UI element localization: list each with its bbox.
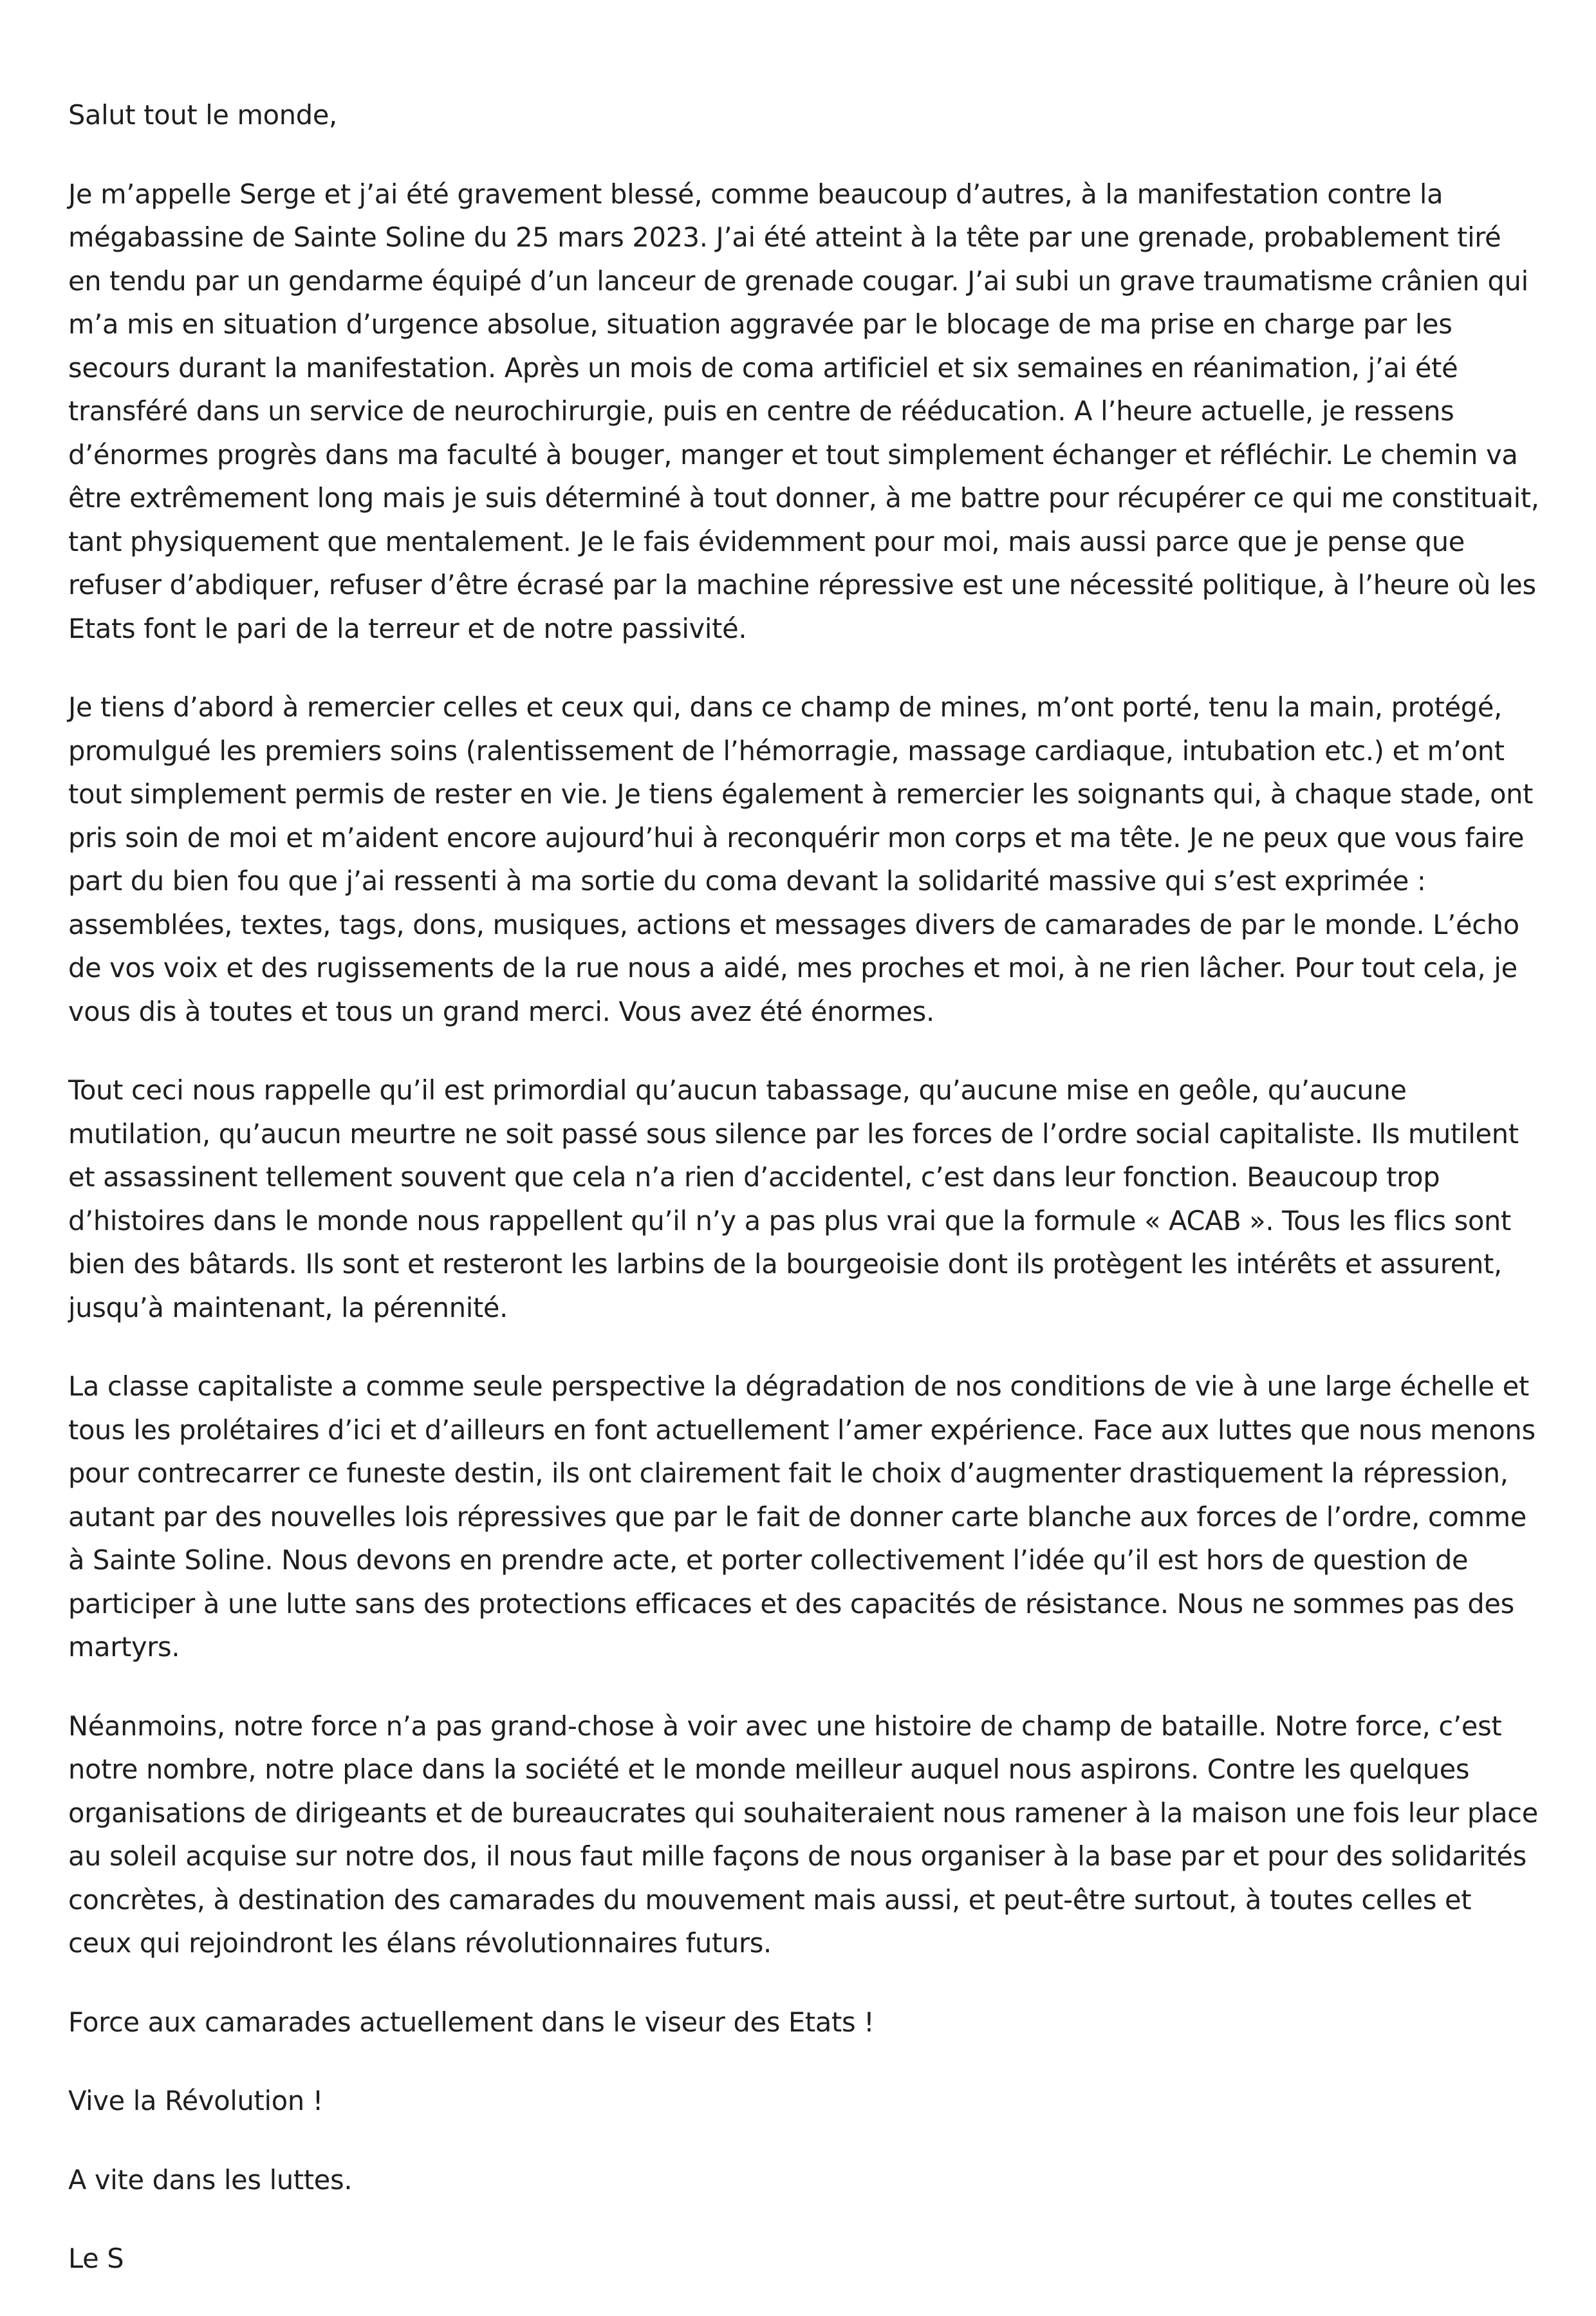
paragraph-4: La classe capitaliste a comme seule perspective la dégradation de nos conditions de vie à une large échelle et tous les prolétaires d’ici et d’ailleurs en font actuellement l’amer expérience. Face aux luttes que nous menons pour contrecarrer ce funeste destin, ils ont clairement fait le choix d’augmenter drastiquement la répression, autant par des nouvelles lois répressives que par le fait de donner carte blanche aux forces de l’ordre, comme à Sainte Soline. Nous devons en prendre acte, et porter collectivement l’idée qu’il est hors de question de participer à une lutte sans des protections efficaces et des capacités de résistance. Nous ne sommes pas des martyrs. — [68, 1370, 1536, 1663]
greeting: Salut tout le monde, — [68, 99, 337, 131]
paragraph-3: Tout ceci nous rappelle qu’il est primordial qu’aucun tabassage, qu’aucune mise en geôle, qu’aucune mutilation, qu’aucun meurtre ne soit passé sous silence par les forces de l’ordre social capitaliste. Ils mutilent et assassinent tellement souvent que cela n’a rien d’accidentel, c’est dans leur fonction. Beaucoup trop d’histoires dans le monde nous rappellent qu’il n’y a pas plus vrai que la formule « ACAB ». Tous les flics sont bien des bâtards. Ils sont et resteront les larbins de la bourgeoisie dont ils protègent les intérêts et assurent, jusqu’à maintenant, la pérennité. — [68, 1074, 1519, 1323]
closing-line-2: Vive la Révolution ! — [68, 2085, 324, 2116]
closing-line-1: Force aux camarades actuellement dans le viseur des Etats ! — [68, 2006, 875, 2038]
signature: Le S — [68, 2243, 124, 2274]
paragraph-1: Je m’appelle Serge et j’ai été gravement blessé, comme beaucoup d’autres, à la manifestation contre la mégabassine de Sainte Soline du 25 mars 2023. J’ai été atteint à la tête par une grenade, probablement tiré en tendu par un gendarme équipé d’un lanceur de grenade cougar. J’ai subi un grave traumatisme crânien qui m’a mis en situation d’urgence absolue, situation aggravée par le blocage de ma prise en charge par les secours durant la manifestation. Après un mois de coma artificiel et six semaines en réanimation, j’ai été transféré dans un service de neurochirurgie, puis en centre de rééducation. A l’heure actuelle, je ressens d’énormes progrès dans ma faculté à bouger, manger et tout simplement échanger et réfléchir. Le chemin va être extrêmement long mais je suis déterminé à tout donner, à me battre pour récupérer ce qui me constituait, tant physiquement que mentalement. Je le fais évidemment pour moi, mais aussi parce que je pense que refuser d’abdiquer, refuser d’être écrasé par la machine répressive est une nécessité politique, à l’heure où les Etats font le pari de la terreur et de notre passivité. — [68, 178, 1539, 644]
paragraph-2: Je tiens d’abord à remercier celles et ceux qui, dans ce champ de mines, m’ont porté, tenu la main, protégé, promulgué les premiers soins (ralentissement de l’hémorragie, massage cardiaque, intubation etc.) et m’ont tout simplement permis de rester en vie. Je tiens également à remercier les soignants qui, à chaque stade, ont pris soin de moi et m’aident encore aujourd’hui à reconquérir mon corps et ma tête. Je ne peux que vous faire part du bien fou que j’ai ressenti à ma sortie du coma devant la solidarité massive qui s’est exprimée : assemblées, textes, tags, dons, musiques, actions et messages divers de camarades de par le monde. L’écho de vos voix et des rugissements de la rue nous a aidé, mes proches et moi, à ne rien lâcher. Pour tout cela, je vous dis à toutes et tous un grand merci. Vous avez été énormes. — [68, 691, 1534, 1027]
closing-line-3: A vite dans les luttes. — [68, 2163, 353, 2196]
letter-body — [68, 93, 1542, 2316]
paragraph-5: Néanmoins, notre force n’a pas grand-chose à voir avec une histoire de champ de bataille. Notre force, c’est notre nombre, notre place dans la société et le monde meilleur auquel nous aspirons. Contre les quelques organisations de dirigeants et de bureaucrates qui souhaiteraient nous ramener à la maison une fois leur place au soleil acquise sur notre dos, il nous faut mille façons de nous organiser à la base par et pour des solidarités concrètes, à destination des camarades du mouvement mais aussi, et peut-être surtout, à toutes celles et ceux qui rejoindront les élans révolutionnaires futurs. — [68, 1710, 1538, 1959]
